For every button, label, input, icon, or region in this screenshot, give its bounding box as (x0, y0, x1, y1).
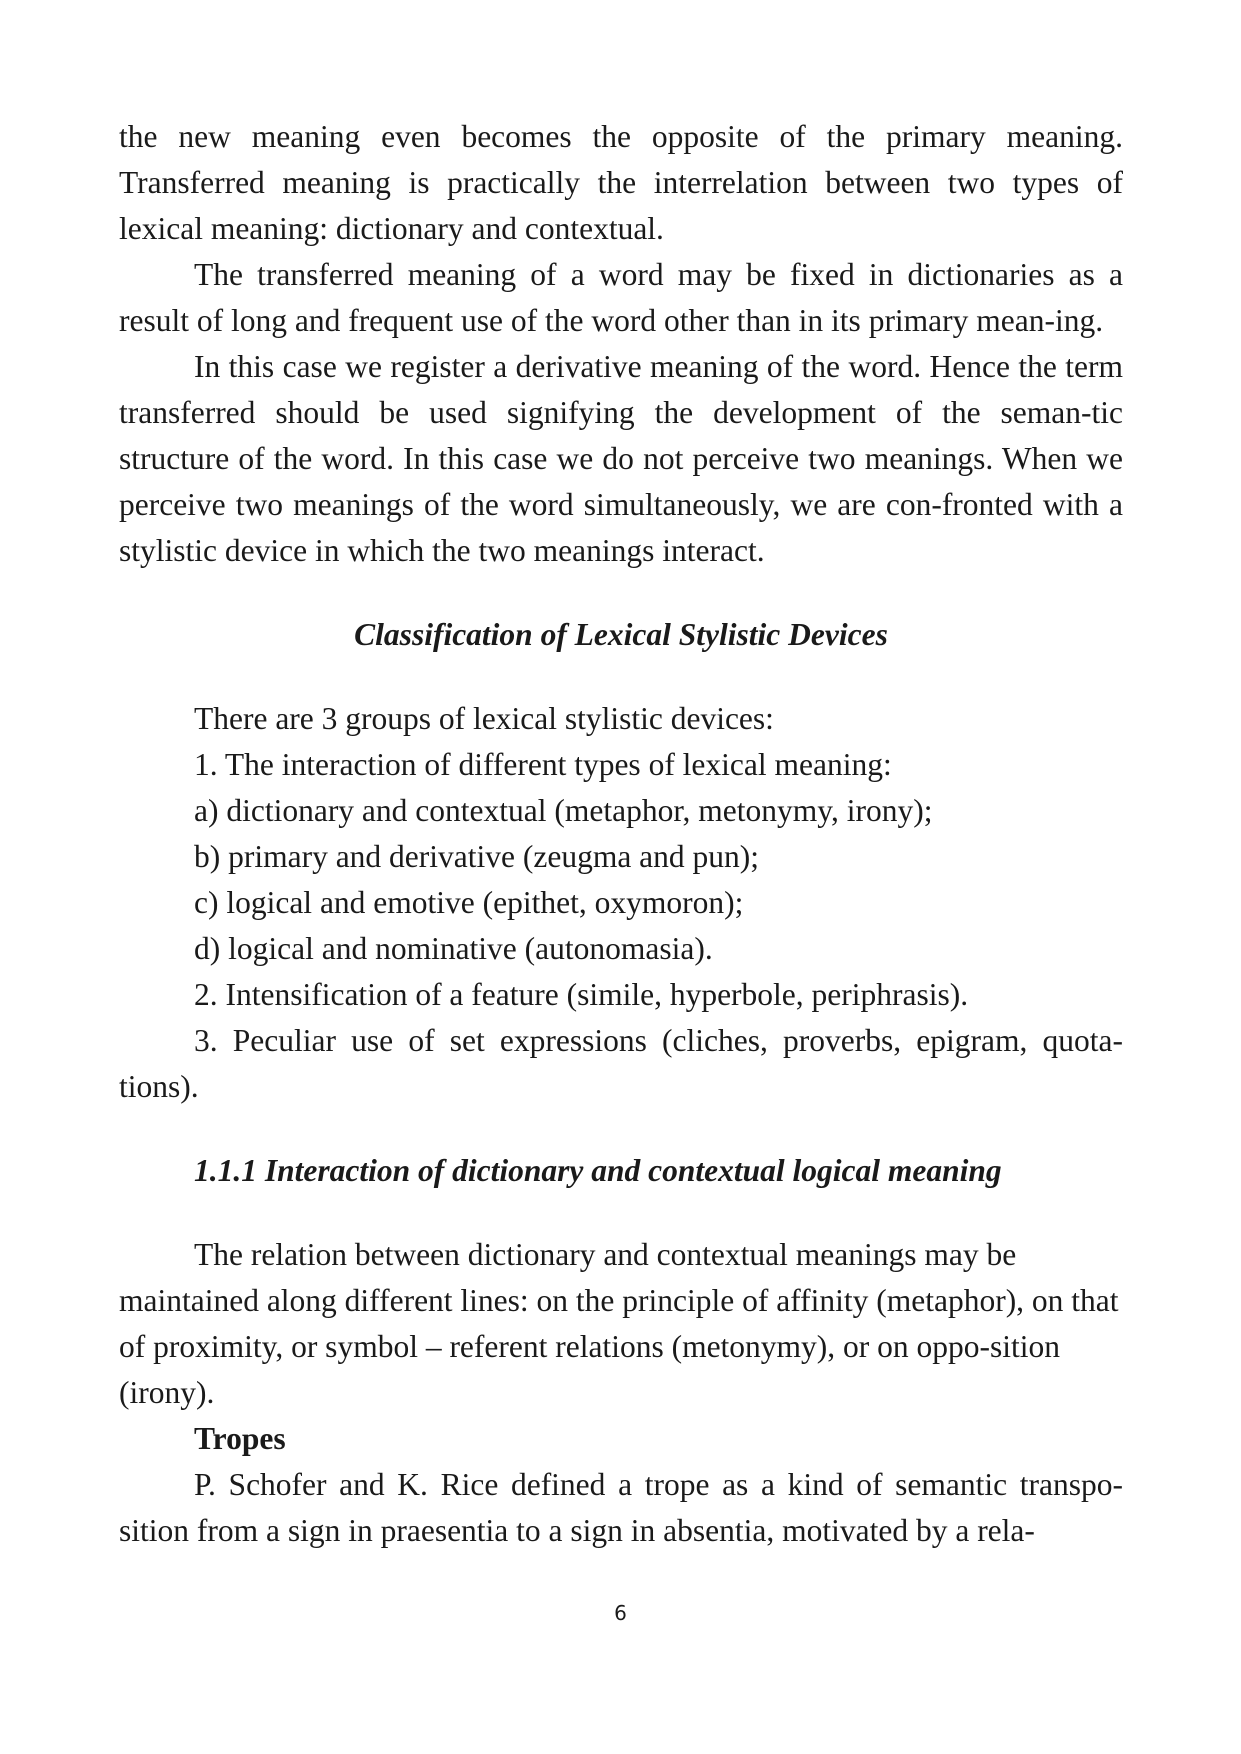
list-item: 3. Peculiar use of set expressions (cliches, proverbs, epigram, quota-tions). (119, 1023, 1123, 1104)
list-intro: There are 3 groups of lexical stylistic devices: (194, 701, 774, 736)
subsection-heading: 1.1.1 Interaction of dictionary and contextual logical meaning (194, 1153, 1002, 1188)
tropes-heading: Tropes (194, 1421, 286, 1456)
list-item: 1. The interaction of different types of lexical meaning: (194, 747, 892, 782)
list-item: 2. Intensification of a feature (simile, hyperbole, periphrasis). (194, 977, 969, 1012)
list-item: c) logical and emotive (epithet, oxymoron); (194, 885, 744, 920)
page-number: 6 (614, 1601, 627, 1625)
document-page (119, 114, 1123, 1554)
list-item: d) logical and nominative (autonomasia). (194, 931, 713, 966)
paragraph-1: the new meaning even becomes the opposite of the primary meaning. Transferred meaning is practically the interrelation between two types of lexical meaning: dictionary and contextual. (119, 119, 1123, 246)
paragraph-2: The transferred meaning of a word may be fixed in dictionaries as a result of long and frequent use of the word other than in its primary mean-ing. (119, 257, 1123, 338)
paragraph-tropes: P. Schofer and K. Rice defined a trope as a kind of semantic transpo-sition from a sign in praesentia to a sign in absentia, motivated by a rela- (119, 1467, 1123, 1548)
list-item: a) dictionary and contextual (metaphor, metonymy, irony); (194, 793, 933, 828)
list-item: b) primary and derivative (zeugma and pun); (194, 839, 760, 874)
section-heading: Classification of Lexical Stylistic Devices (354, 617, 888, 652)
paragraph-relation: The relation between dictionary and contextual meanings may be maintained along different lines: on the principle of affinity (metaphor), on that of proximity, or symbol – referent relations (metonymy), or on oppo-sition (irony). (119, 1237, 1119, 1410)
paragraph-3: In this case we register a derivative meaning of the word. Hence the term transferred should be used signifying the development of the seman-tic structure of the word. In this case we do not perceive two meanings. When we perceive two meanings of the word simultaneously, we are con-fronted with a stylistic device in which the two meanings interact. (119, 349, 1123, 568)
